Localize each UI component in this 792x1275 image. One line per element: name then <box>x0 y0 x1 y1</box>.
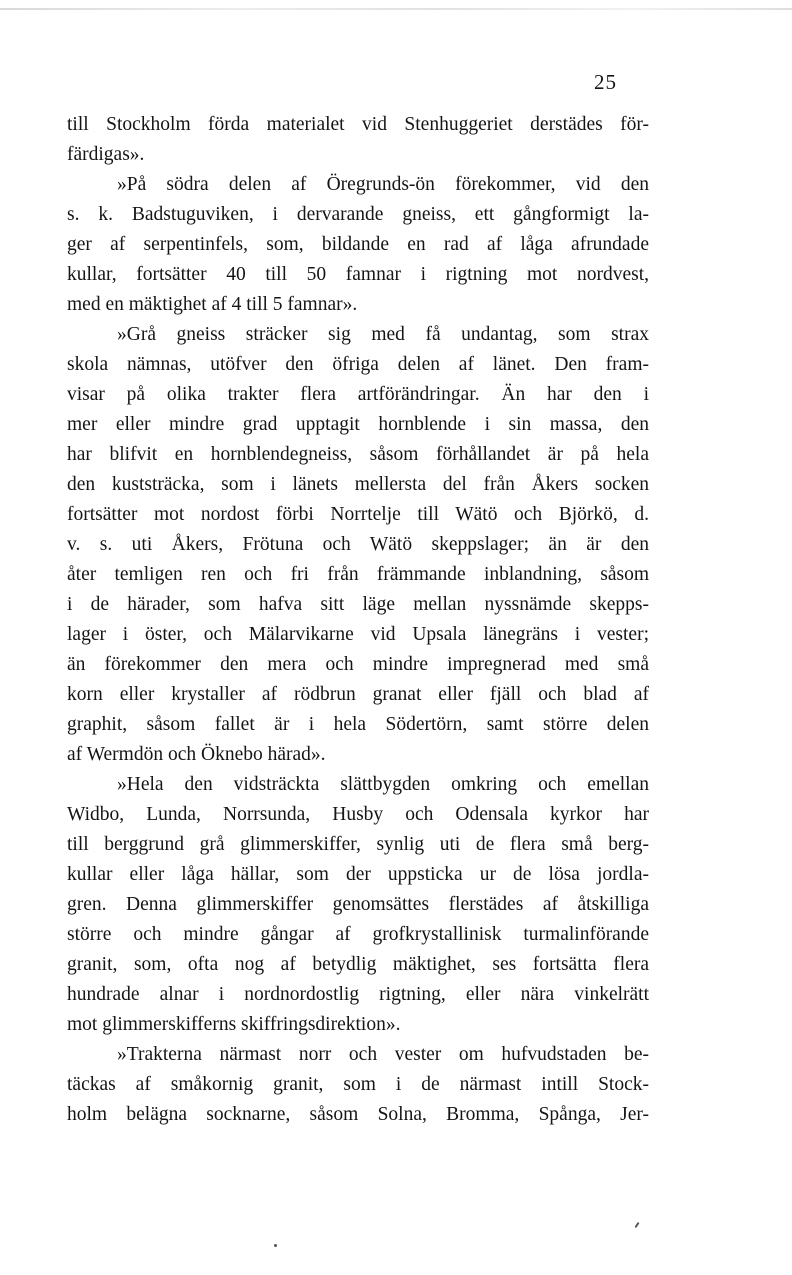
paper-speck <box>274 1244 277 1247</box>
paragraph <box>67 1040 649 1130</box>
text-line: mot glimmerskifferns skiffringsdirektion». <box>67 1014 401 1035</box>
text-line: hundrade alnar i nordnordostlig rigtning, eller nära vinkelrätt <box>67 984 649 1005</box>
text-line: af Wermdön och Öknebo härad». <box>67 744 326 765</box>
text-line: åter temligen ren och fri från främmande inblandning, såsom <box>67 564 649 585</box>
text-line: Widbo, Lunda, Norrsunda, Husby och Odensala kyrkor har <box>67 804 649 825</box>
text-line: mer eller mindre grad upptagit hornblende i sin massa, den <box>67 414 649 435</box>
text-line: täckas af småkornig granit, som i de närmast intill Stock- <box>67 1074 649 1095</box>
text-line: s. k. Badstuguviken, i dervarande gneiss, ett gångformigt la- <box>67 204 649 225</box>
paragraph <box>67 770 649 1040</box>
text-line: »Grå gneiss sträcker sig med få undantag, som strax <box>117 324 649 345</box>
paper-speck <box>634 1222 639 1228</box>
page-number: 25 <box>594 70 617 94</box>
text-line: korn eller krystaller af rödbrun granat eller fjäll och blad af <box>67 684 649 705</box>
text-line: »Trakterna närmast norr och vester om hufvudstaden be- <box>117 1044 649 1065</box>
text-line: till berggrund grå glimmerskiffer, synlig uti de flera små berg- <box>67 834 649 855</box>
text-line: kullar eller låga hällar, som der uppsticka ur de lösa jordla- <box>67 864 649 885</box>
text-line: fortsätter mot nordost förbi Norrtelje till Wätö och Björkö, d. <box>67 504 649 525</box>
paragraph <box>67 110 649 170</box>
text-line: visar på olika trakter flera artförändringar. Än har den i <box>67 384 649 405</box>
text-line: gren. Denna glimmerskiffer genomsättes flerstädes af åtskilliga <box>67 894 649 915</box>
text-line: granit, som, ofta nog af betydlig mäktighet, ses fortsätta flera <box>67 954 649 975</box>
page-edge-shadow <box>0 8 792 10</box>
text-line: holm belägna socknarne, såsom Solna, Bromma, Spånga, Jer- <box>67 1104 649 1125</box>
text-line: större och mindre gångar af grofkrystallinisk turmalinförande <box>67 924 649 945</box>
text-line: v. s. uti Åkers, Frötuna och Wätö skeppslager; än är den <box>67 534 649 555</box>
text-line: »På södra delen af Öregrunds-ön förekommer, vid den <box>117 174 649 195</box>
text-line: än förekommer den mera och mindre impregnerad med små <box>67 654 649 675</box>
text-line: i de härader, som hafva sitt läge mellan nyssnämde skepps- <box>67 594 649 615</box>
text-line: färdigas». <box>67 144 145 165</box>
text-line: graphit, såsom fallet är i hela Södertörn, samt större delen <box>67 714 649 735</box>
paragraph <box>67 170 649 320</box>
text-line: lager i öster, och Mälarvikarne vid Upsala länegräns i vester; <box>67 624 649 645</box>
text-line: med en mäktighet af 4 till 5 famnar». <box>67 294 358 315</box>
paragraph <box>67 320 649 770</box>
text-line: kullar, fortsätter 40 till 50 famnar i rigtning mot nordvest, <box>67 264 649 285</box>
text-line: har blifvit en hornblendegneiss, såsom förhållandet är på hela <box>67 444 649 465</box>
text-line: skola nämnas, utöfver den öfriga delen af länet. Den fram- <box>67 354 649 375</box>
text-line: »Hela den vidsträckta slättbygden omkring och emellan <box>117 774 649 795</box>
body-text <box>67 110 649 1130</box>
text-line: den kuststräcka, som i länets mellersta del från Åkers socken <box>67 474 649 495</box>
text-line: till Stockholm förda materialet vid Stenhuggeriet derstädes för- <box>67 114 649 135</box>
text-line: ger af serpentinfels, som, bildande en rad af låga afrundade <box>67 234 649 255</box>
